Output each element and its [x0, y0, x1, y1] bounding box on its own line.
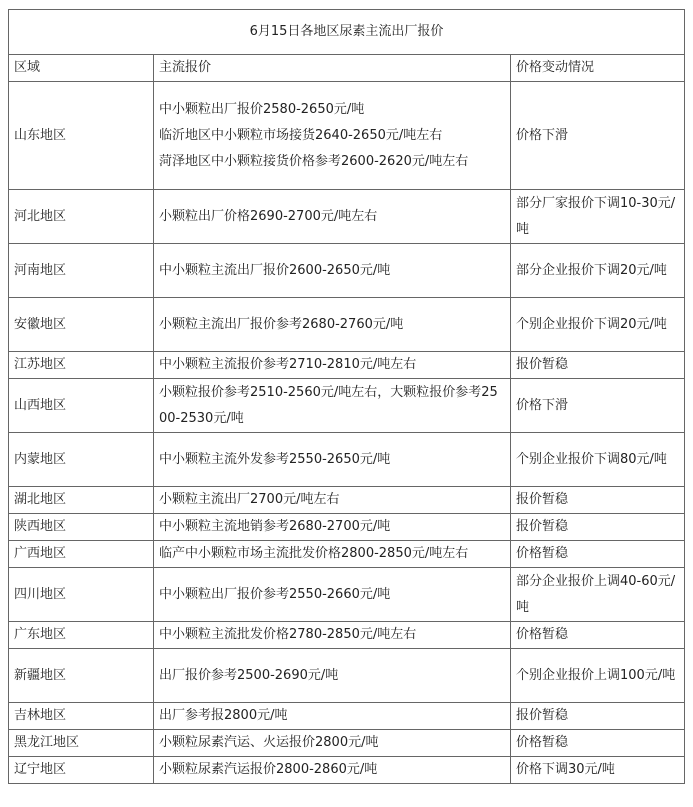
header-change: 价格变动情况	[511, 55, 685, 82]
quote-line: 临沂地区中小颗粒市场接货2640-2650元/吨左右	[159, 127, 443, 143]
quote-cell	[154, 379, 511, 433]
quote-cell	[154, 622, 511, 649]
quote-line: 中小颗粒主流地销参考2680-2700元/吨	[159, 519, 391, 534]
table-row	[9, 352, 685, 379]
region-cell: 江苏地区	[9, 352, 154, 379]
region-cell: 广西地区	[9, 541, 154, 568]
quote-line: 小颗粒主流出厂2700元/吨左右	[159, 492, 340, 507]
quote-line: 小颗粒报价参考2510-2560元/吨左右，大颗粒报价参考2500-2530元/吨	[159, 384, 498, 426]
change-cell: 价格暂稳	[511, 622, 685, 649]
table-row	[9, 190, 685, 244]
change-cell: 价格暂稳	[511, 730, 685, 757]
region-cell: 黑龙江地区	[9, 730, 154, 757]
region-cell: 河北地区	[9, 190, 154, 244]
region-cell: 内蒙地区	[9, 433, 154, 487]
quote-cell	[154, 190, 511, 244]
quote-line: 小颗粒尿素汽运报价2800-2860元/吨	[159, 762, 378, 777]
table-row	[9, 514, 685, 541]
region-cell: 四川地区	[9, 568, 154, 622]
table-row	[9, 649, 685, 703]
quote-cell	[154, 298, 511, 352]
change-cell: 部分企业报价下调20元/吨	[511, 244, 685, 298]
table-row	[9, 622, 685, 649]
region-cell: 湖北地区	[9, 487, 154, 514]
quote-line: 小颗粒出厂价格2690-2700元/吨左右	[159, 208, 378, 224]
region-cell: 陕西地区	[9, 514, 154, 541]
header-row	[9, 55, 685, 82]
quote-cell	[154, 244, 511, 298]
table-row	[9, 568, 685, 622]
quote-cell	[154, 352, 511, 379]
change-cell: 部分企业报价上调40-60元/吨	[511, 568, 685, 622]
region-cell: 吉林地区	[9, 703, 154, 730]
quote-cell	[154, 649, 511, 703]
quote-line: 出厂参考报2800元/吨	[159, 708, 288, 723]
change-cell: 报价暂稳	[511, 703, 685, 730]
price-table	[8, 9, 685, 784]
region-cell: 山东地区	[9, 82, 154, 190]
quote-cell	[154, 757, 511, 784]
table-row	[9, 298, 685, 352]
quote-line: 临产中小颗粒市场主流批发价格2800-2850元/吨左右	[159, 546, 469, 561]
change-cell: 个别企业报价下调80元/吨	[511, 433, 685, 487]
change-cell: 部分厂家报价下调10-30元/吨	[511, 190, 685, 244]
region-cell: 新疆地区	[9, 649, 154, 703]
quote-line: 中小颗粒主流批发价格2780-2850元/吨左右	[159, 627, 417, 642]
region-cell: 河南地区	[9, 244, 154, 298]
table-row	[9, 487, 685, 514]
table-row	[9, 757, 685, 784]
change-cell: 报价暂稳	[511, 487, 685, 514]
change-cell: 个别企业报价下调20元/吨	[511, 298, 685, 352]
header-region: 区域	[9, 55, 154, 82]
quote-cell	[154, 541, 511, 568]
region-cell: 安徽地区	[9, 298, 154, 352]
change-cell: 报价暂稳	[511, 352, 685, 379]
quote-line: 中小颗粒主流报价参考2710-2810元/吨左右	[159, 357, 417, 372]
price-table-body	[9, 10, 685, 784]
table-row	[9, 379, 685, 433]
table-title: 6月15日各地区尿素主流出厂报价	[9, 10, 685, 55]
quote-cell	[154, 730, 511, 757]
quote-cell	[154, 82, 511, 190]
quote-cell	[154, 433, 511, 487]
table-row	[9, 730, 685, 757]
change-cell: 价格下滑	[511, 82, 685, 190]
quote-cell	[154, 514, 511, 541]
change-cell: 个别企业报价上调100元/吨	[511, 649, 685, 703]
table-row	[9, 703, 685, 730]
change-cell: 价格下滑	[511, 379, 685, 433]
table-row	[9, 433, 685, 487]
change-cell: 报价暂稳	[511, 514, 685, 541]
quote-line: 中小颗粒出厂报价2580-2650元/吨	[159, 101, 365, 117]
region-cell: 广东地区	[9, 622, 154, 649]
table-row	[9, 82, 685, 190]
quote-line: 中小颗粒出厂报价参考2550-2660元/吨	[159, 586, 391, 602]
table-row	[9, 244, 685, 298]
quote-line: 小颗粒尿素汽运、火运报价2800元/吨	[159, 735, 379, 750]
quote-line: 菏泽地区中小颗粒接货价格参考2600-2620元/吨左右	[159, 153, 469, 169]
region-cell: 山西地区	[9, 379, 154, 433]
quote-cell	[154, 703, 511, 730]
quote-line: 出厂报价参考2500-2690元/吨	[159, 667, 339, 683]
quote-cell	[154, 568, 511, 622]
change-cell: 价格下调30元/吨	[511, 757, 685, 784]
quote-cell	[154, 487, 511, 514]
quote-line: 中小颗粒主流外发参考2550-2650元/吨	[159, 451, 391, 467]
change-cell: 价格暂稳	[511, 541, 685, 568]
header-quote: 主流报价	[154, 55, 511, 82]
title-row	[9, 10, 685, 55]
quote-line: 小颗粒主流出厂报价参考2680-2760元/吨	[159, 316, 404, 332]
region-cell: 辽宁地区	[9, 757, 154, 784]
table-row	[9, 541, 685, 568]
quote-line: 中小颗粒主流出厂报价2600-2650元/吨	[159, 262, 391, 278]
